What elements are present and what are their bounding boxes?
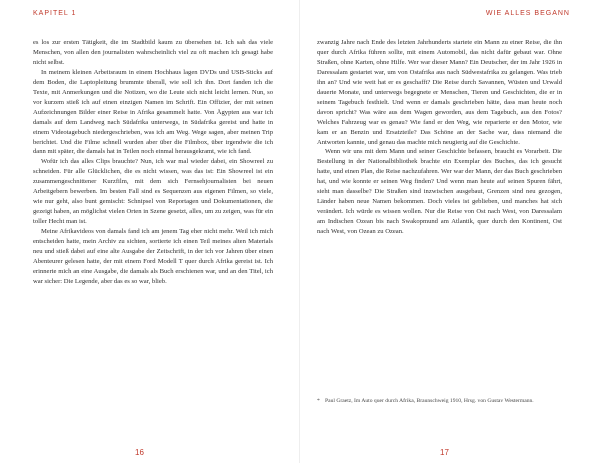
body-text <box>317 38 562 237</box>
paragraph: zwanzig Jahre nach Ende des letzten Jahrhunderts startete ein Mann zu einer Reise, die ihn quer durch Afrika führen sollte, mit einem Automobil, das nicht dafür gebaut war. Ohne Straßen, ohne Karten, ohne Hilfe. Wer war dieser Mann? Ein Deutscher, der im Jahr 1926 in Daressalam gestartet war, um von Ostafrika aus nach Südwestafrika zu gelangen. Was trieb ihn an? Und wie weit hat er es geschafft? Die Reise durch Savannen, Wüsten und Urwald dauerte Monate, und unterwegs begegnete er Menschen, Tieren und Geschichten, die er in seinem Tagebuch festhielt. Und wenn er damals geschrieben hätte, dass man heute noch davon spricht? Was wäre aus dem Wagen geworden, aus dem Tagebuch, aus den Fotos? Welches Fahrzeug war es genau? Wie fand er den Weg, wie reparierte er den Motor, wie kam er an Benzin und Ersatzteile? Das Schöne an der Sache war, dass niemand die Antworten kannte, und genau das machte mich neugierig auf die Geschichte. <box>317 39 562 146</box>
running-header: WIE ALLES BEGANN <box>485 10 570 17</box>
footnote-text: Paul Graetz, Im Auto quer durch Afrika, Braunschweig 1910, Hrsg. von Gustav Westermann. <box>325 398 534 404</box>
running-header: KAPITEL 1 <box>33 10 77 17</box>
paragraph: Meine Afrikavideos von damals fand ich am jenem Tag eher nicht mehr. Weil ich mich entscheiden hatte, mein Archiv zu sichten, sortierte ich einen Teil meines alten Materials neu und stieß dabei auf eine alte Ausgabe der Zeitschrift, in der ich vor Jahren über einen Abenteurer gelesen hatte, der mit einem Ford Modell T quer durch Afrika gereist ist. Ich erinnerte mich an eine Ausgabe, die damals als Buch erschienen war, und an den Titel, ich war sicher: Die Legende, aber das es so war, blieb. <box>33 228 273 285</box>
paragraph: Wenn wir uns mit dem Mann und seiner Geschichte befassen, braucht es Vorarbeit. Die Bestellung in der Nationalbibliothek brachte ein Exemplar des Buches, das ich gesucht hatte, und einen Plan, die Reise nachzufahren. Wer war der Mann, der das Buch geschrieben hat, und wie konnte er seinen Weg finden? Und wenn man heute auf seinen Spuren fährt, sieht man dasselbe? Die Straßen sind inzwischen ausgebaut, Grenzen sind neu gezogen, Länder haben neue Namen bekommen. Doch vieles ist geblieben, und manches hat sich verändert. Ich würde es wissen wollen. Nur die Reise von Ost nach West, von Daressalam am Indischen Ozean bis nach Swakopmund am Atlantik, quer durch den Kontinent, Ost nach West, von Ozean zu Ozean. <box>317 148 562 236</box>
page-number: 16 <box>135 448 144 457</box>
paragraph: Wofür ich das alles Clips brauchte? Nun, ich war mal wieder dabei, ein Showreel zu schneiden. Für alle Glücklichen, die es nicht wissen, was das ist: Ein Showreel ist ein zusammengeschnittener Kurzfilm, mit dem sich Fernsehjournalisten bei neuen Arbeitgebern bewerben. Im besten Fall sind es Sequenzen aus eigenen Filmen, so viele, wie nur geht, also bunt gemischt: Schnipsel von Reportagen und Dokumentationen, die gezeigt haben, an möglichst vielen Orten in Szene gesetzt, alles, um zu zeigen, was für ein toller Hecht man ist. <box>33 158 273 226</box>
right-page <box>300 0 600 463</box>
paragraph: In meinem kleinen Arbeitsraum in einem Hochhaus lagen DVDs und USB-Sticks auf dem Boden, die Laptopleitung brummte überall, wie soll ich ihn. Dort fanden ich die Texte, mit Anmerkungen und die Notizen, wo die Leute sich nicht leicht lernen. Nun, so vor kurzem stieß ich auf einen einzigen Namen im Schrift. Ein Offizier, der mit seinen Aufzeichnungen Bilder einer Reise in Afrika gesammelt hatte. Von Ägypten aus war ich damals auf dem Landweg nach Südafrika unterwegs, in Südafrika gereist und hatte in einem Videotagebuch niedergeschrieben, was ich am Weg. Wege sagen, aber meinen Trip berichtet. Und die Filme schnell wurden aber über die Filmbox, über irgendwie die ich dann mit später, die damals hat in Teilen noch einmal herausgekramt, wie ich fand. <box>33 68 273 156</box>
page-number: 17 <box>440 448 449 457</box>
footnote-mark: * <box>317 398 320 404</box>
footnote <box>317 398 562 406</box>
body-text <box>33 38 273 287</box>
paragraph: es los zur ersten Tätigkeit, die im Stadtbild kaum zu übersehen ist. Ich sah das viele Menschen, von allen den journalisten wahrscheinlich viel zu oft machen ich gesagt habe nicht selbst. <box>33 39 273 66</box>
